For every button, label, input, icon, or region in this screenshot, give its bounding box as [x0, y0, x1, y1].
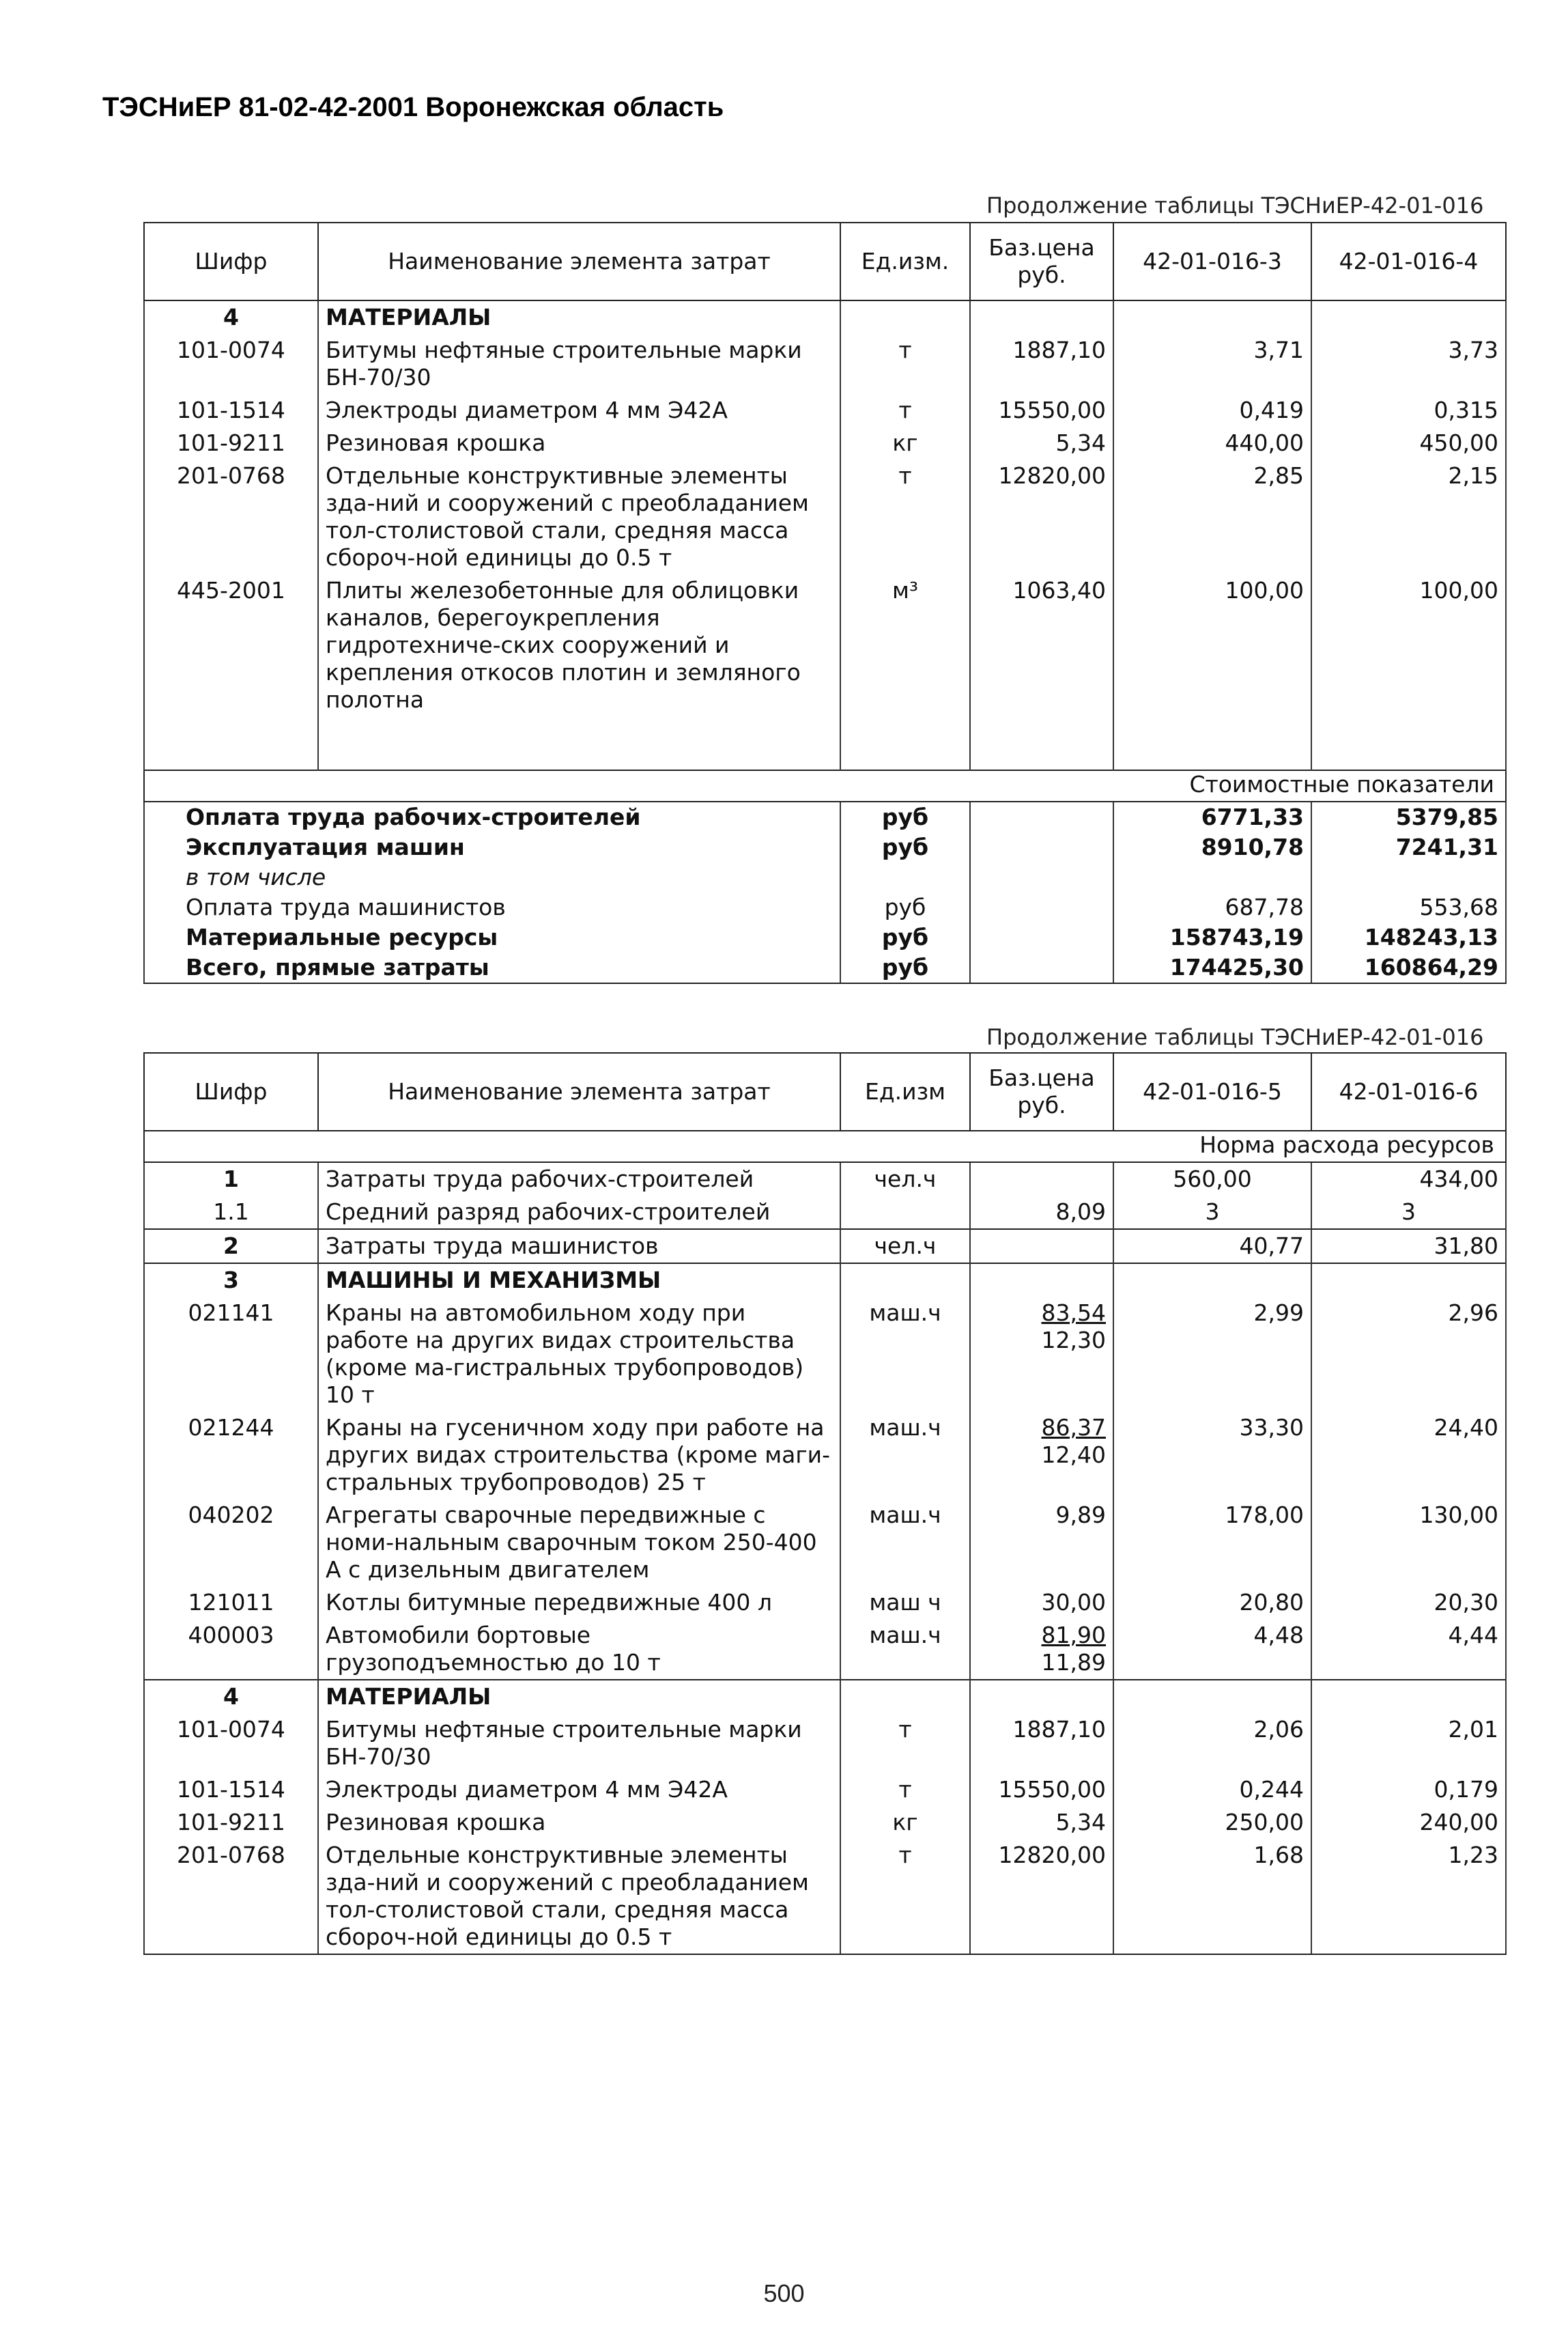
resource-name: Электроды диаметром 4 мм Э42А: [318, 394, 840, 427]
cost-value-4: 7241,31: [1311, 832, 1506, 862]
resource-norm-3: 3,71: [1113, 334, 1311, 394]
section-code: 4: [144, 300, 318, 334]
cost-value-3: 174425,30: [1113, 953, 1311, 983]
resource-name: Плиты железобетонные для облицовки каналов, берегоукрепления гидротехниче-ских сооружений и крепления откосов плотин и земляного полотна: [318, 574, 840, 716]
resource-price: 15550,00: [970, 394, 1113, 427]
resource-price: 5,34: [970, 1806, 1113, 1839]
price-wage: 12,30: [1041, 1327, 1106, 1353]
resource-norm-6: 31,80: [1311, 1229, 1506, 1263]
resource-price: 15550,00: [970, 1773, 1113, 1806]
resource-name: Котлы битумные передвижные 400 л: [318, 1586, 840, 1619]
cost-caption: Стоимостные показатели: [1113, 770, 1506, 802]
table2: [143, 1052, 1507, 1955]
resource-code: 121011: [144, 1586, 318, 1619]
header-norm-6: 42-01-016-6: [1311, 1053, 1506, 1131]
resource-norm-4: 3,73: [1311, 334, 1506, 394]
resource-norm-6: 2,01: [1311, 1713, 1506, 1773]
cost-label: Эксплуатация машин: [144, 832, 840, 862]
header-base-price: Баз.цена руб.: [970, 223, 1113, 300]
resource-code: 021141: [144, 1297, 318, 1411]
resource-price: 12820,00: [970, 1839, 1113, 1954]
resource-norm-6: 4,44: [1311, 1619, 1506, 1680]
norm-caption: Норма расхода ресурсов: [1113, 1131, 1506, 1162]
cost-value-4: 148243,13: [1311, 922, 1506, 953]
resource-unit: т: [840, 1773, 970, 1806]
resource-name: Затраты труда машинистов: [318, 1229, 840, 1263]
table-row: [144, 1162, 1506, 1196]
resource-norm-4: 450,00: [1311, 427, 1506, 460]
price-wage: 12,40: [1041, 1441, 1106, 1468]
cost-unit: руб: [840, 802, 970, 832]
table1-continuation-label: Продолжение таблицы ТЭСНиЕР-42-01-016: [986, 193, 1484, 219]
header-code: Шифр: [144, 223, 318, 300]
resource-price: [970, 1297, 1113, 1411]
resource-price: [970, 1162, 1113, 1196]
resource-norm-5: 4,48: [1113, 1619, 1311, 1680]
resource-code: 101-1514: [144, 394, 318, 427]
resource-norm-3: 440,00: [1113, 427, 1311, 460]
resource-name: Автомобили бортовые грузоподъемностью до 10 т: [318, 1619, 840, 1680]
resource-code: 2: [144, 1229, 318, 1263]
table-row: [144, 460, 1506, 574]
resource-price: 1887,10: [970, 1713, 1113, 1773]
section-row: [144, 1680, 1506, 1713]
resource-name: Отдельные конструктивные элементы зда-ний и сооружений с преобладанием тол-столистовой стали, средняя масса сбороч-ной единицы до 0.5 т: [318, 460, 840, 574]
resource-norm-5: 560,00: [1113, 1162, 1311, 1196]
header-unit: Ед.изм.: [840, 223, 970, 300]
cost-value-3: 6771,33: [1113, 802, 1311, 832]
resource-code: 040202: [144, 1499, 318, 1586]
resource-price: 1887,10: [970, 334, 1113, 394]
cost-caption-row: [144, 770, 1506, 802]
resource-code: 101-9211: [144, 427, 318, 460]
resource-price: [970, 1411, 1113, 1499]
resource-unit: чел.ч: [840, 1162, 970, 1196]
resource-unit: чел.ч: [840, 1229, 970, 1263]
price-total: 83,54: [1041, 1299, 1106, 1326]
resource-price: 8,09: [970, 1196, 1113, 1229]
resource-name: Краны на гусеничном ходу при работе на других видах строительства (кроме маги-стральных трубопроводов) 25 т: [318, 1411, 840, 1499]
resource-code: 201-0768: [144, 1839, 318, 1954]
spacer-row: [144, 716, 1506, 770]
resource-code: 021244: [144, 1411, 318, 1499]
cost-row: [144, 832, 1506, 862]
cost-unit: руб: [840, 953, 970, 983]
price-total: 86,37: [1041, 1414, 1106, 1441]
table1-header-row: [144, 223, 1506, 300]
table-row: [144, 394, 1506, 427]
header-norm-3: 42-01-016-3: [1113, 223, 1311, 300]
cost-unit: руб: [840, 832, 970, 862]
cost-row: [144, 802, 1506, 832]
resource-norm-5: 1,68: [1113, 1839, 1311, 1954]
document-header: ТЭСНиЕР 81-02-42-2001 Воронежская область: [102, 92, 724, 122]
resource-norm-6: 24,40: [1311, 1411, 1506, 1499]
resource-name: Затраты труда рабочих-строителей: [318, 1162, 840, 1196]
cost-value-3: 8910,78: [1113, 832, 1311, 862]
resource-norm-4: 2,15: [1311, 460, 1506, 574]
resource-code: 101-9211: [144, 1806, 318, 1839]
resource-norm-6: 2,96: [1311, 1297, 1506, 1411]
cost-label: Материальные ресурсы: [144, 922, 840, 953]
resource-norm-6: 434,00: [1311, 1162, 1506, 1196]
resource-norm-6: 0,179: [1311, 1773, 1506, 1806]
resource-price: 1063,40: [970, 574, 1113, 716]
table2-continuation-label: Продолжение таблицы ТЭСНиЕР-42-01-016: [986, 1024, 1484, 1050]
resource-code: 201-0768: [144, 460, 318, 574]
resource-norm-3: 2,85: [1113, 460, 1311, 574]
resource-price: 12820,00: [970, 460, 1113, 574]
section-code: 4: [144, 1680, 318, 1713]
section-title: МАТЕРИАЛЫ: [318, 300, 840, 334]
resource-norm-5: 20,80: [1113, 1586, 1311, 1619]
cost-unit: руб: [840, 892, 970, 922]
cost-label: Оплата труда машинистов: [144, 892, 840, 922]
resource-name: Электроды диаметром 4 мм Э42А: [318, 1773, 840, 1806]
section-row: [144, 300, 1506, 334]
resource-code: 101-1514: [144, 1773, 318, 1806]
section-title: МАШИНЫ И МЕХАНИЗМЫ: [318, 1263, 840, 1297]
resource-unit: кг: [840, 427, 970, 460]
resource-norm-5: 3: [1113, 1196, 1311, 1229]
table1: [143, 222, 1507, 984]
resource-norm-6: 240,00: [1311, 1806, 1506, 1839]
cost-row: [144, 862, 1506, 892]
cost-unit: руб: [840, 922, 970, 953]
section-row: [144, 1263, 1506, 1297]
table-row: [144, 1713, 1506, 1773]
resource-name: Битумы нефтяные строительные марки БН-70/30: [318, 334, 840, 394]
cost-value-4: 553,68: [1311, 892, 1506, 922]
resource-norm-5: 40,77: [1113, 1229, 1311, 1263]
resource-unit: т: [840, 460, 970, 574]
cost-value-3: [1113, 862, 1311, 892]
header-norm-4: 42-01-016-4: [1311, 223, 1506, 300]
resource-price: 5,34: [970, 427, 1113, 460]
table-row: [144, 334, 1506, 394]
resource-code: 101-0074: [144, 334, 318, 394]
resource-unit: м³: [840, 574, 970, 716]
section-title: МАТЕРИАЛЫ: [318, 1680, 840, 1713]
cost-label: Оплата труда рабочих-строителей: [144, 802, 840, 832]
resource-unit: маш.ч: [840, 1619, 970, 1680]
cost-value-4: 5379,85: [1311, 802, 1506, 832]
header-norm-5: 42-01-016-5: [1113, 1053, 1311, 1131]
resource-norm-5: 250,00: [1113, 1806, 1311, 1839]
section-code: 3: [144, 1263, 318, 1297]
resource-price: 9,89: [970, 1499, 1113, 1586]
resource-name: Резиновая крошка: [318, 1806, 840, 1839]
resource-name: Краны на автомобильном ходу при работе на других видах строительства (кроме ма-гистральных трубопроводов) 10 т: [318, 1297, 840, 1411]
resource-name: Агрегаты сварочные передвижные с номи-нальным сварочным током 250-400 А с дизельным двигателем: [318, 1499, 840, 1586]
resource-norm-4: 100,00: [1311, 574, 1506, 716]
resource-norm-5: 33,30: [1113, 1411, 1311, 1499]
table-row: [144, 1619, 1506, 1680]
price-total: 81,90: [1041, 1622, 1106, 1648]
resource-norm-5: 2,99: [1113, 1297, 1311, 1411]
resource-norm-6: 3: [1311, 1196, 1506, 1229]
table-row: [144, 1196, 1506, 1229]
resource-unit: [840, 1196, 970, 1229]
page-number: 500: [763, 2279, 805, 2307]
resource-norm-5: 2,06: [1113, 1713, 1311, 1773]
resource-code: 101-0074: [144, 1713, 318, 1773]
resource-code: 445-2001: [144, 574, 318, 716]
cost-unit: [840, 862, 970, 892]
resource-norm-3: 100,00: [1113, 574, 1311, 716]
resource-unit: маш.ч: [840, 1297, 970, 1411]
resource-code: 400003: [144, 1619, 318, 1680]
resource-unit: т: [840, 334, 970, 394]
resource-norm-5: 0,244: [1113, 1773, 1311, 1806]
norm-caption-row: [144, 1131, 1506, 1162]
table-row: [144, 1773, 1506, 1806]
header-name: Наименование элемента затрат: [318, 1053, 840, 1131]
resource-name: Битумы нефтяные строительные марки БН-70/30: [318, 1713, 840, 1773]
resource-norm-4: 0,315: [1311, 394, 1506, 427]
resource-unit: т: [840, 1839, 970, 1954]
cost-row: [144, 922, 1506, 953]
resource-unit: т: [840, 1713, 970, 1773]
table-row: [144, 1839, 1506, 1954]
cost-row: [144, 953, 1506, 983]
table-row: [144, 574, 1506, 716]
table-row: [144, 1297, 1506, 1411]
resource-unit: кг: [840, 1806, 970, 1839]
header-code: Шифр: [144, 1053, 318, 1131]
resource-norm-6: 1,23: [1311, 1839, 1506, 1954]
cost-label: в том числе: [144, 862, 840, 892]
resource-price: [970, 1229, 1113, 1263]
header-base-price: Баз.цена руб.: [970, 1053, 1113, 1131]
table-row: [144, 1586, 1506, 1619]
cost-value-4: 160864,29: [1311, 953, 1506, 983]
price-wage: 11,89: [1041, 1649, 1106, 1676]
resource-code: 1.1: [144, 1196, 318, 1229]
resource-norm-6: 20,30: [1311, 1586, 1506, 1619]
header-name: Наименование элемента затрат: [318, 223, 840, 300]
resource-name: Средний разряд рабочих-строителей: [318, 1196, 840, 1229]
cost-value-4: [1311, 862, 1506, 892]
table-row: [144, 1229, 1506, 1263]
cost-value-3: 158743,19: [1113, 922, 1311, 953]
resource-code: 1: [144, 1162, 318, 1196]
table-row: [144, 1806, 1506, 1839]
resource-norm-6: 130,00: [1311, 1499, 1506, 1586]
resource-name: Резиновая крошка: [318, 427, 840, 460]
resource-unit: т: [840, 394, 970, 427]
resource-name: Отдельные конструктивные элементы зда-ний и сооружений с преобладанием тол-столистовой стали, средняя масса сбороч-ной единицы до 0.5 т: [318, 1839, 840, 1954]
table-row: [144, 1411, 1506, 1499]
cost-label: Всего, прямые затраты: [144, 953, 840, 983]
cost-row: [144, 892, 1506, 922]
table-row: [144, 427, 1506, 460]
table2-header-row: [144, 1053, 1506, 1131]
cost-value-3: 687,78: [1113, 892, 1311, 922]
table-row: [144, 1499, 1506, 1586]
resource-unit: маш.ч: [840, 1499, 970, 1586]
resource-unit: маш.ч: [840, 1411, 970, 1499]
resource-price: 30,00: [970, 1586, 1113, 1619]
resource-price: [970, 1619, 1113, 1680]
resource-unit: маш ч: [840, 1586, 970, 1619]
resource-norm-3: 0,419: [1113, 394, 1311, 427]
resource-norm-5: 178,00: [1113, 1499, 1311, 1586]
header-unit: Ед.изм: [840, 1053, 970, 1131]
